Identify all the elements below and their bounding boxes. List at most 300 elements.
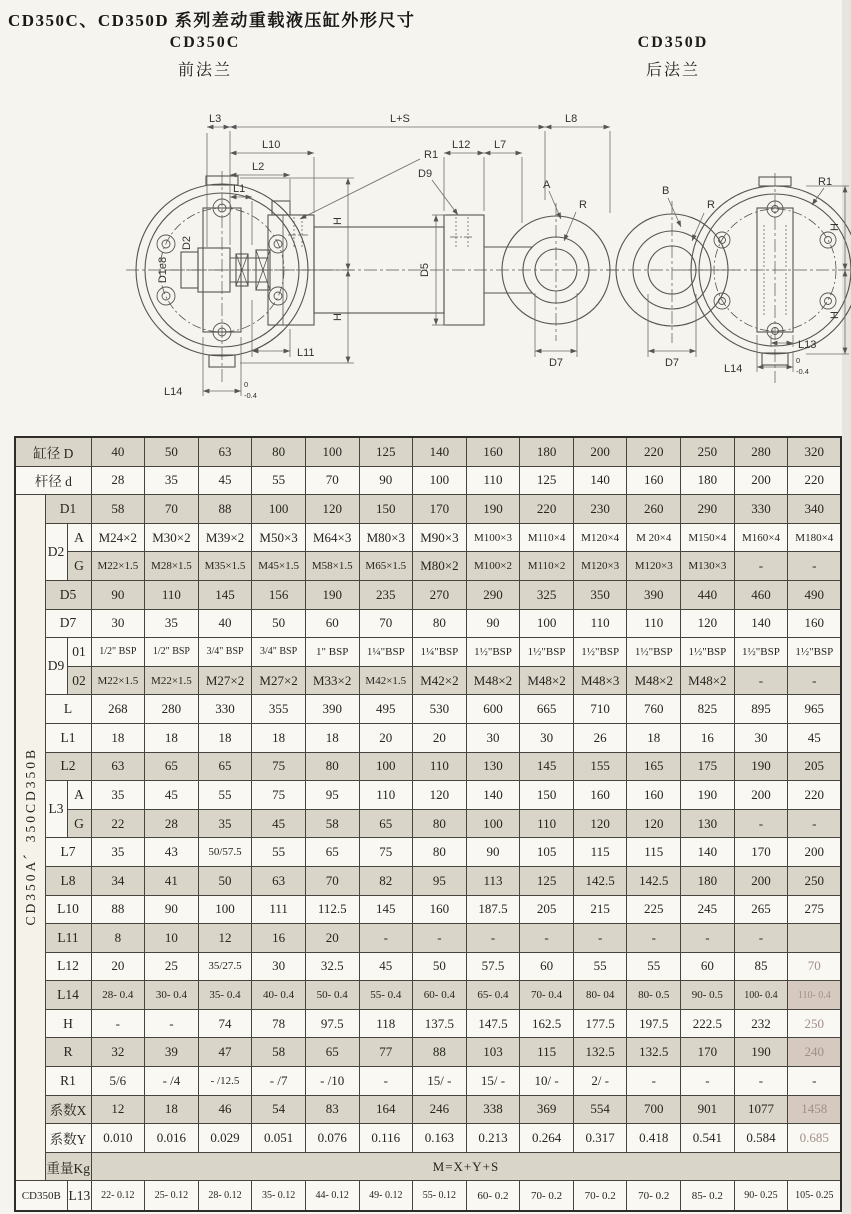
table-cell: 65- 0.4 (466, 981, 520, 1010)
table-cell: 110 (573, 609, 627, 638)
table-cell: 16 (252, 924, 306, 953)
table-cell: - (91, 1009, 145, 1038)
table-cell: 80 (413, 809, 467, 838)
table-cell: 162.5 (520, 1009, 574, 1038)
table-cell: 0.116 (359, 1124, 413, 1153)
table-row (15, 952, 841, 981)
table-cell: 35- 0.12 (252, 1181, 306, 1212)
table-cell: M100×2 (466, 552, 520, 581)
table-cell: 25- 0.12 (145, 1181, 199, 1212)
table-cell: 28 (145, 809, 199, 838)
table-cell: 165 (627, 752, 681, 781)
row-label: CD350B (15, 1181, 67, 1212)
table-cell: M45×1.5 (252, 552, 306, 581)
table-cell: 45 (145, 781, 199, 810)
table-cell: 8 (91, 924, 145, 953)
table-cell: 200 (573, 437, 627, 466)
table-cell: - (520, 924, 574, 953)
table-row (15, 495, 841, 524)
table-cell: 270 (413, 580, 467, 609)
table-cell: 160 (573, 781, 627, 810)
dim-label-h: H (332, 217, 344, 225)
table-cell: 43 (145, 838, 199, 867)
table-cell: 50 (252, 609, 306, 638)
table-cell: 490 (788, 580, 842, 609)
table-cell: - (359, 1067, 413, 1096)
table-cell: 200 (734, 781, 788, 810)
table-cell: 65 (198, 752, 252, 781)
table-cell: 130 (466, 752, 520, 781)
table-cell: 55 (252, 466, 306, 495)
table-cell: - /7 (252, 1067, 306, 1096)
table-cell: M48×2 (681, 666, 735, 695)
table-cell: 80 (252, 437, 306, 466)
table-cell: 63 (252, 866, 306, 895)
tolerance-lower: -0.4 (244, 391, 257, 400)
table-cell: 260 (627, 495, 681, 524)
table-cell: 665 (520, 695, 574, 724)
table-cell: 290 (681, 495, 735, 524)
table-cell: M150×4 (681, 523, 735, 552)
table-cell: 100 (305, 437, 359, 466)
table-cell: 1077 (734, 1095, 788, 1124)
table-cell: 0.264 (520, 1124, 574, 1153)
dim-label-r: R (579, 199, 587, 211)
dim-label-l2: L2 (252, 161, 265, 173)
table-cell: 70- 0.4 (520, 981, 574, 1010)
table-cell: 110- 0.4 (788, 981, 842, 1010)
table-cell: 187.5 (466, 895, 520, 924)
table-cell: - /12.5 (198, 1067, 252, 1096)
table-cell: M64×3 (305, 523, 359, 552)
table-cell: 18 (91, 723, 145, 752)
table-cell: M 20×4 (627, 523, 681, 552)
table-cell: 140 (681, 838, 735, 867)
table-cell: 240 (788, 1038, 842, 1067)
table-cell: 355 (252, 695, 306, 724)
table-cell: - (734, 1067, 788, 1096)
table-cell: 0.213 (466, 1124, 520, 1153)
table-cell: 1¼"BSP (413, 638, 467, 667)
table-row (15, 924, 841, 953)
table-cell: 2/ - (573, 1067, 627, 1096)
table-cell: 75 (252, 781, 306, 810)
table-cell: 58 (305, 809, 359, 838)
row-label: L11 (45, 924, 91, 953)
table-row (15, 552, 841, 581)
table-cell: 110 (466, 466, 520, 495)
table-cell: M48×3 (573, 666, 627, 695)
table-row (15, 981, 841, 1010)
table-row (15, 1038, 841, 1067)
row-label: L12 (45, 952, 91, 981)
table-cell: 440 (681, 580, 735, 609)
row-label: L1 (45, 723, 91, 752)
table-cell: 100 (520, 609, 574, 638)
row-label: L14 (45, 981, 91, 1010)
row-label: 系数X (45, 1095, 91, 1124)
table-cell: 45 (359, 952, 413, 981)
table-cell: 30 (734, 723, 788, 752)
table-cell: 45 (198, 466, 252, 495)
table-cell: 70- 0.2 (627, 1181, 681, 1212)
table-cell: 118 (359, 1009, 413, 1038)
table-cell: 250 (681, 437, 735, 466)
table-cell: M22×1.5 (91, 666, 145, 695)
table-cell: 246 (413, 1095, 467, 1124)
dim-label-l11: L11 (297, 347, 315, 359)
row-label: L7 (45, 838, 91, 867)
table-cell: 111 (252, 895, 306, 924)
table-cell: 245 (681, 895, 735, 924)
table-cell: 88 (91, 895, 145, 924)
dim-label-l10: L10 (262, 139, 281, 151)
table-cell: 55 (627, 952, 681, 981)
table-cell: 140 (573, 466, 627, 495)
table-cell: - (573, 924, 627, 953)
table-cell: M58×1.5 (305, 552, 359, 581)
dim-label-l14: L14 (724, 363, 743, 375)
table-cell: 275 (788, 895, 842, 924)
table-cell: 90 (91, 580, 145, 609)
table-cell: 26 (573, 723, 627, 752)
table-cell: 30 (252, 952, 306, 981)
table-cell: 113 (466, 866, 520, 895)
table-cell: 22 (91, 809, 145, 838)
table-cell: 18 (145, 1095, 199, 1124)
table-cell: 3/4" BSP (198, 638, 252, 667)
flange-label-front: 前法兰 (177, 62, 232, 79)
table-cell: 160 (627, 466, 681, 495)
table-cell: 130 (681, 809, 735, 838)
table-cell: 710 (573, 695, 627, 724)
table-cell: - (788, 809, 842, 838)
table-cell: 55- 0.4 (359, 981, 413, 1010)
table-cell: 140 (466, 781, 520, 810)
row-label: 重量Kg (45, 1152, 91, 1181)
table-cell: 170 (734, 838, 788, 867)
table-cell: M39×2 (198, 523, 252, 552)
table-cell: 340 (788, 495, 842, 524)
table-row (15, 1124, 841, 1153)
table-cell: 250 (788, 866, 842, 895)
table-cell: M120×4 (573, 523, 627, 552)
table-cell: 58 (91, 495, 145, 524)
caption-rear-flange (618, 34, 728, 80)
table-cell: 700 (627, 1095, 681, 1124)
model-label-cd350d: CD350D (637, 34, 709, 51)
table-cell: 20 (359, 723, 413, 752)
row-label: 系数Y (45, 1124, 91, 1153)
table-cell: 30 (520, 723, 574, 752)
table-cell: 205 (520, 895, 574, 924)
table-cell: M22×1.5 (91, 552, 145, 581)
table-cell: M22×1.5 (145, 666, 199, 695)
table-cell: 140 (734, 609, 788, 638)
table-cell: M42×2 (413, 666, 467, 695)
table-cell: M120×3 (573, 552, 627, 581)
table-cell: 35 (91, 781, 145, 810)
table-cell: 110 (359, 781, 413, 810)
table-cell: 0.076 (305, 1124, 359, 1153)
row-label: L2 (45, 752, 91, 781)
table-cell: 110 (145, 580, 199, 609)
dim-label-d9: D9 (418, 168, 433, 180)
table-side-label (15, 495, 45, 1181)
table-cell: - (681, 1067, 735, 1096)
table-cell: 235 (359, 580, 413, 609)
table-cell: - (788, 552, 842, 581)
dim-label-l7: L7 (494, 139, 507, 151)
table-cell: 35 (91, 838, 145, 867)
table-cell: 28- 0.12 (198, 1181, 252, 1212)
table-cell: 28 (91, 466, 145, 495)
table-cell: 12 (91, 1095, 145, 1124)
row-label: D1 (45, 495, 91, 524)
table-cell: 142.5 (627, 866, 681, 895)
table-cell: 225 (627, 895, 681, 924)
table-cell: 90 (145, 895, 199, 924)
table-cell: 1½"BSP (573, 638, 627, 667)
table-cell (788, 924, 842, 953)
table-cell: 1½"BSP (788, 638, 842, 667)
table-cell: 18 (145, 723, 199, 752)
table-cell: 280 (145, 695, 199, 724)
table-cell: 530 (413, 695, 467, 724)
table-cell: 30 (91, 609, 145, 638)
dim-label-lps: L+S (390, 113, 410, 125)
dim-label-h: H (829, 223, 841, 231)
table-cell: 10 (145, 924, 199, 953)
table-cell: 63 (91, 752, 145, 781)
table-cell: 70- 0.2 (520, 1181, 574, 1212)
table-cell: 112.5 (305, 895, 359, 924)
table-cell: 495 (359, 695, 413, 724)
row-label: L10 (45, 895, 91, 924)
table-cell: 78 (252, 1009, 306, 1038)
table-cell: 110 (413, 752, 467, 781)
row-label: R1 (45, 1067, 91, 1096)
table-row (15, 437, 841, 466)
table-cell: 180 (520, 437, 574, 466)
table-cell: 65 (145, 752, 199, 781)
table-cell: 65 (305, 1038, 359, 1067)
table-cell: 80 (305, 752, 359, 781)
row-label: R (45, 1038, 91, 1067)
table-cell: 156 (252, 580, 306, 609)
table-row (15, 838, 841, 867)
table-cell: 164 (359, 1095, 413, 1124)
table-cell: M160×4 (734, 523, 788, 552)
row-label: L (45, 695, 91, 724)
table-cell: 0.163 (413, 1124, 467, 1153)
table-cell: 1/2" BSP (91, 638, 145, 667)
table-cell: 50/57.5 (198, 838, 252, 867)
row-label: L8 (45, 866, 91, 895)
table-cell: 3/4" BSP (252, 638, 306, 667)
table-cell: 49- 0.12 (359, 1181, 413, 1212)
table-cell: 95 (305, 781, 359, 810)
table-cell: - (413, 924, 467, 953)
table-cell: 30- 0.4 (145, 981, 199, 1010)
table-cell: M80×3 (359, 523, 413, 552)
table-cell: 147.5 (466, 1009, 520, 1038)
table-cell: 35/27.5 (198, 952, 252, 981)
row-label: D5 (45, 580, 91, 609)
table-cell: 83 (305, 1095, 359, 1124)
table-cell: 120 (413, 781, 467, 810)
tolerance-upper: 0 (244, 380, 249, 389)
table-cell: 0.016 (145, 1124, 199, 1153)
table-cell: 145 (520, 752, 574, 781)
table-row (15, 609, 841, 638)
table-cell: 965 (788, 695, 842, 724)
table-body (15, 437, 841, 1211)
table-cell: 5/6 (91, 1067, 145, 1096)
table-cell: - (627, 924, 681, 953)
dim-label-l14: L14 (164, 386, 183, 398)
table-cell: 150 (359, 495, 413, 524)
table-cell: 60- 0.2 (466, 1181, 520, 1212)
table-cell: 142.5 (573, 866, 627, 895)
table-cell: 60 (681, 952, 735, 981)
table-cell: 50 (413, 952, 467, 981)
table-cell: 74 (198, 1009, 252, 1038)
table-cell: 330 (734, 495, 788, 524)
table-cell: 180 (681, 466, 735, 495)
row-sub-label: 02 (67, 666, 91, 695)
table-cell: 22- 0.12 (91, 1181, 145, 1212)
table-cell: 39 (145, 1038, 199, 1067)
table-cell: 60 (305, 609, 359, 638)
table-cell: 110 (520, 809, 574, 838)
table-cell: 60 (520, 952, 574, 981)
table-cell: 190 (305, 580, 359, 609)
table-cell: 140 (413, 437, 467, 466)
table-cell: 268 (91, 695, 145, 724)
caption-front-flange (150, 34, 260, 80)
technical-drawing (0, 95, 851, 430)
table-cell: 55- 0.12 (413, 1181, 467, 1212)
table-cell: 41 (145, 866, 199, 895)
table-cell: 190 (734, 1038, 788, 1067)
table-cell: 1¼"BSP (359, 638, 413, 667)
table-cell: - (788, 666, 842, 695)
table-cell: 90- 0.25 (734, 1181, 788, 1212)
table-cell: 0.685 (788, 1124, 842, 1153)
table-row (15, 466, 841, 495)
table-cell: 55 (573, 952, 627, 981)
table-cell: 65 (359, 809, 413, 838)
table-cell: 80 (413, 838, 467, 867)
table-cell: 1½"BSP (681, 638, 735, 667)
table-cell: M130×3 (681, 552, 735, 581)
table-row (15, 638, 841, 667)
table-cell: 40 (198, 609, 252, 638)
dim-label-d7: D7 (664, 357, 680, 369)
table-cell: 85 (734, 952, 788, 981)
table-row (15, 580, 841, 609)
table-cell: 28- 0.4 (91, 981, 145, 1010)
table-cell: 170 (681, 1038, 735, 1067)
table-cell: M28×1.5 (145, 552, 199, 581)
table-cell: M110×4 (520, 523, 574, 552)
row-group-label: D2 (45, 523, 67, 580)
table-cell: 120 (573, 809, 627, 838)
table-container (14, 436, 842, 1212)
row-sub-label: 01 (67, 638, 91, 667)
table-cell: 100 (413, 466, 467, 495)
table-row (15, 523, 841, 552)
table-cell: 125 (520, 466, 574, 495)
table-cell: 554 (573, 1095, 627, 1124)
table-cell: 330 (198, 695, 252, 724)
table-cell: 232 (734, 1009, 788, 1038)
table-cell: 200 (734, 866, 788, 895)
table-cell: 220 (520, 495, 574, 524)
table-cell: 40 (91, 437, 145, 466)
table-cell: 160 (413, 895, 467, 924)
table-cell: 88 (413, 1038, 467, 1067)
dim-label-r: R (707, 199, 715, 211)
table-cell: 132.5 (627, 1038, 681, 1067)
table-cell: 20 (413, 723, 467, 752)
table-cell: 35 (145, 609, 199, 638)
table-cell: 325 (520, 580, 574, 609)
table-cell: M90×3 (413, 523, 467, 552)
dim-label-l1: L1 (233, 183, 246, 195)
table-cell: - (359, 924, 413, 953)
table-cell: M110×2 (520, 552, 574, 581)
table-cell: M30×2 (145, 523, 199, 552)
dim-label-h: H (829, 311, 841, 319)
table-cell: 18 (198, 723, 252, 752)
table-cell: 390 (305, 695, 359, 724)
table-cell: 15/ - (413, 1067, 467, 1096)
table-cell: 250 (788, 1009, 842, 1038)
table-cell: 338 (466, 1095, 520, 1124)
table-cell: 901 (681, 1095, 735, 1124)
table-row (15, 723, 841, 752)
table-cell: 90 (466, 838, 520, 867)
table-cell: 160 (788, 609, 842, 638)
table-cell: 0.317 (573, 1124, 627, 1153)
table-cell: 77 (359, 1038, 413, 1067)
table-cell: 100 (466, 809, 520, 838)
table-cell: 70 (305, 866, 359, 895)
table-row (15, 1067, 841, 1096)
table-cell: 32 (91, 1038, 145, 1067)
row-label: 杆径 d (15, 466, 91, 495)
table-cell: 50 (145, 437, 199, 466)
table-cell: 55 (252, 838, 306, 867)
table-cell: 197.5 (627, 1009, 681, 1038)
rear-eye-dims (648, 198, 704, 357)
table-cell: M80×2 (413, 552, 467, 581)
table-cell: - (734, 924, 788, 953)
table-cell: - (788, 1067, 842, 1096)
dim-label-r1: R1 (818, 176, 833, 188)
table-cell: 825 (681, 695, 735, 724)
table-cell: 1" BSP (305, 638, 359, 667)
table-cell: M50×3 (252, 523, 306, 552)
table-cell: 145 (198, 580, 252, 609)
table-cell: 600 (466, 695, 520, 724)
table-cell: 35 (145, 466, 199, 495)
table-cell: 12 (198, 924, 252, 953)
row-sub-label: G (67, 809, 91, 838)
table-row (15, 895, 841, 924)
